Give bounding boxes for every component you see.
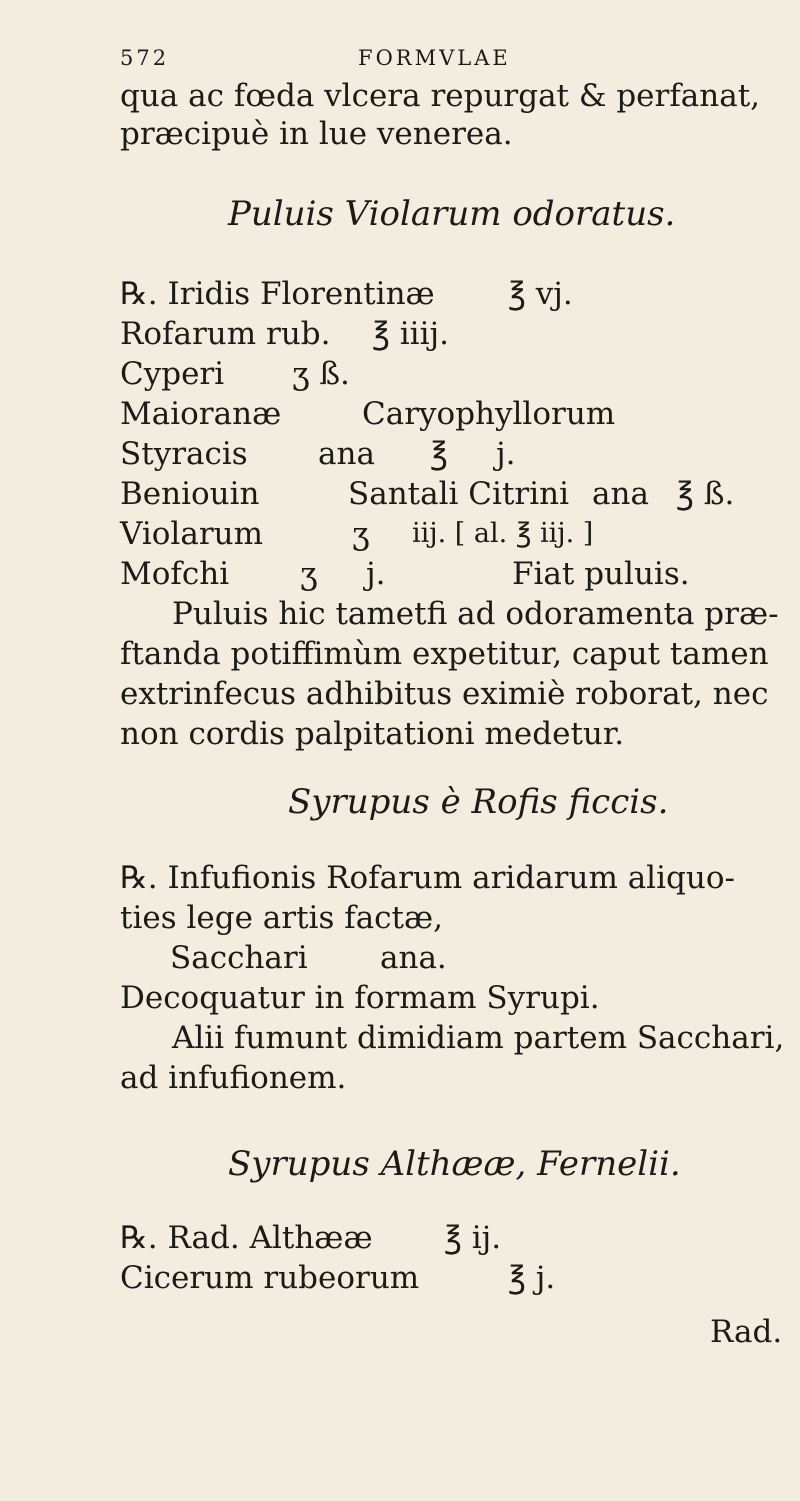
ingredient-unit: ℥ <box>430 436 448 472</box>
ingredient-ana: ana <box>318 436 375 472</box>
recipe-note: extrinfecus adhibitus eximiè roborat, nec <box>120 676 769 712</box>
recipe-note: Alii fumunt dimidiam partem Sacchari, <box>172 1020 785 1056</box>
ingredient-dose: j. <box>496 436 516 472</box>
ingredient-dose: ℥ vj. <box>508 276 573 312</box>
ingredient-name: ℞. Rad. Althææ <box>120 1220 373 1256</box>
ingredient-name: ties lege artis factæ, <box>120 900 443 936</box>
ingredient-unit: ʒ <box>352 516 370 552</box>
ingredient-dose: ℥ j. <box>508 1260 556 1296</box>
recipe-title: Puluis Violarum odoratus. <box>228 194 676 234</box>
ingredient-name: Sacchari <box>170 940 308 976</box>
recipe-note: ftanda potiffimùm expetitur, caput tamen <box>120 636 769 672</box>
ingredient-dose: j. <box>366 556 386 592</box>
ingredient-dose: ℥ iiij. <box>372 316 449 352</box>
ingredient-ana: ana. <box>380 940 447 976</box>
ingredient-name: Beniouin <box>120 476 260 512</box>
ingredient-name: Santali Citrini <box>348 476 570 512</box>
recipe-title: Syrupus è Rofis ficcis. <box>288 782 669 822</box>
ingredient-name: Caryophyllorum <box>362 396 616 432</box>
running-title: FORMVLAE <box>358 46 511 70</box>
ingredient-dose: ʒ ß. <box>292 356 350 392</box>
intro-line: qua ac fœda vlcera repurgat & perfanat, <box>120 78 761 114</box>
ingredient-name: Cyperi <box>120 356 225 392</box>
ingredient-name: Violarum <box>120 516 263 552</box>
recipe-note: Puluis hic tametfi ad odoramenta præ- <box>172 596 779 632</box>
recipe-title: Syrupus Althææ, Fernelii. <box>228 1144 681 1184</box>
ingredient-name: Styracis <box>120 436 248 472</box>
ingredient-name: ℞. Iridis Florentinæ <box>120 276 435 312</box>
preparation-note: Decoquatur in formam Syrupi. <box>120 980 600 1016</box>
ingredient-name: ℞. Infufionis Rofarum aridarum aliquo- <box>120 860 735 896</box>
catchword: Rad. <box>710 1314 783 1350</box>
recipe-note: non cordis palpitationi medetur. <box>120 716 625 752</box>
ingredient-dose: iij. [ al. ℥ iij. ] <box>412 518 594 549</box>
preparation-note: Fiat puluis. <box>512 556 690 592</box>
ingredient-dose: ℥ ij. <box>444 1220 502 1256</box>
ingredient-name: Mofchi <box>120 556 230 592</box>
page-number: 572 <box>120 46 170 70</box>
recipe-note: ad infufionem. <box>120 1060 347 1096</box>
ingredient-name: Cicerum rubeorum <box>120 1260 420 1296</box>
ingredient-name: Maioranæ <box>120 396 282 432</box>
ingredient-unit: ʒ <box>300 556 318 592</box>
ingredient-dose: ℥ ß. <box>676 476 735 512</box>
intro-line: præcipuè in lue venerea. <box>120 116 513 152</box>
ingredient-ana: ana <box>592 476 649 512</box>
ingredient-name: Rofarum rub. <box>120 316 331 352</box>
